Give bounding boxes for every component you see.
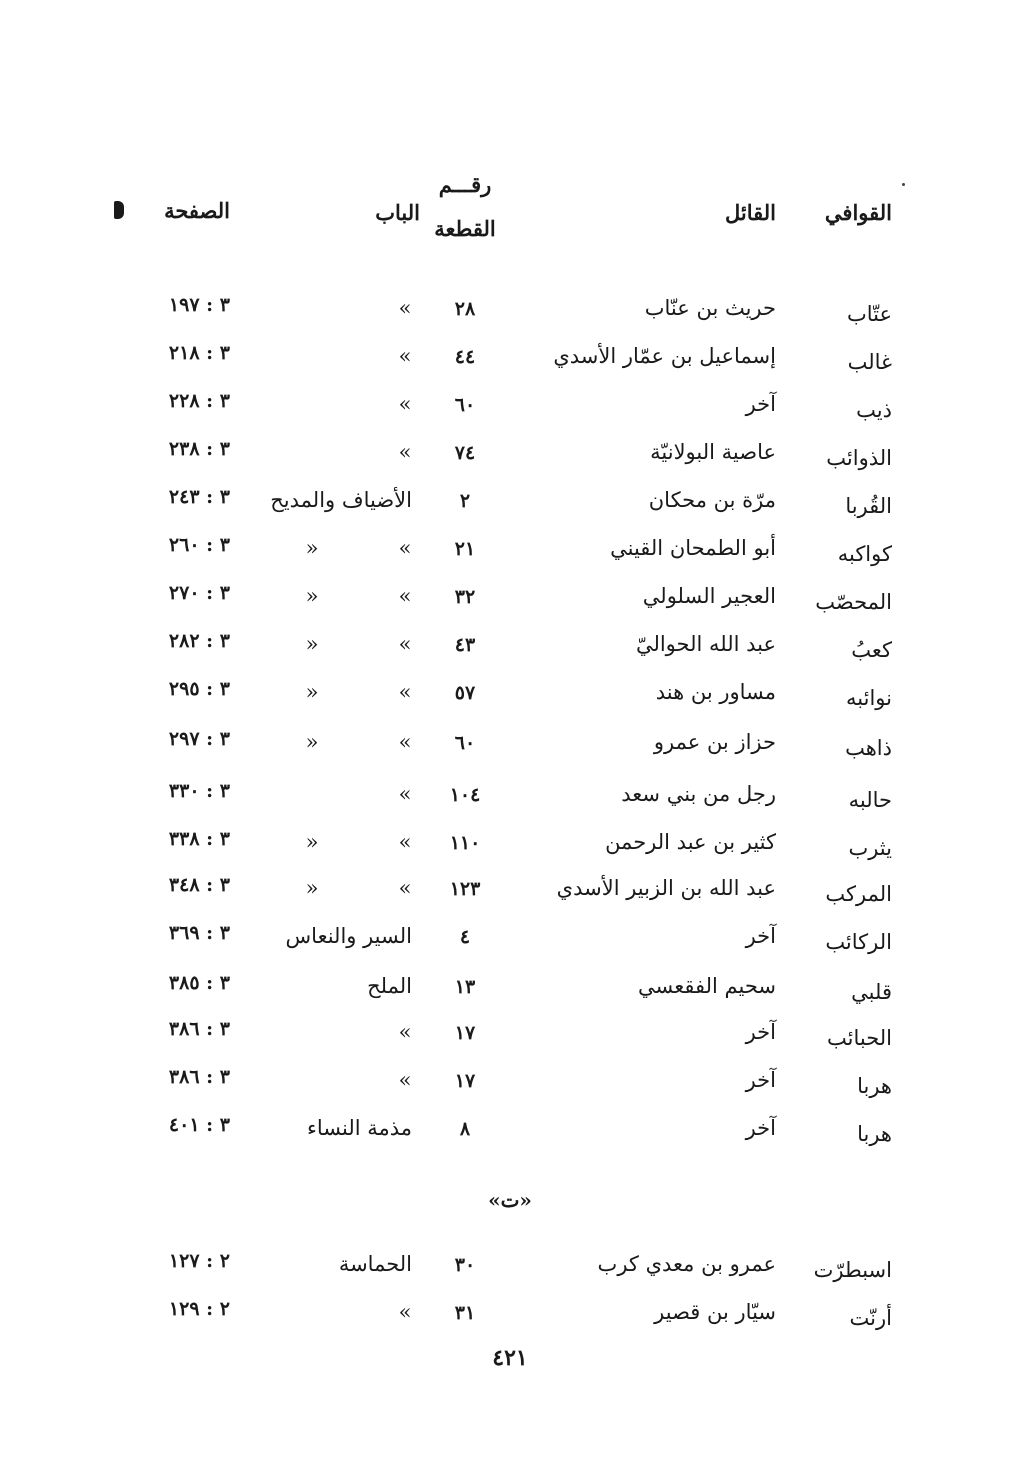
- piece-number: ٤٤: [454, 346, 476, 368]
- rhyme-cell: عتّاب: [846, 302, 892, 326]
- chapter-ditto: »: [305, 632, 319, 656]
- piece-number: ٦٠: [454, 732, 476, 754]
- rhyme-cell: غالب: [847, 350, 892, 374]
- poet-cell: آخر: [745, 1020, 776, 1044]
- page-ref: ٣ : ٣٦٩: [168, 922, 230, 944]
- header-page: الصفحة: [164, 198, 230, 223]
- chapter-ditto: »: [305, 536, 319, 560]
- piece-number: ٥٧: [454, 682, 476, 704]
- poet-cell: العجير السلولي: [642, 584, 776, 608]
- rhyme-cell: قلبي: [851, 980, 892, 1004]
- rhyme-cell: يثرب: [848, 836, 892, 860]
- page-ref: ٣ : ٣٣٨: [168, 828, 230, 850]
- page-ref: ٣ : ٢٢٨: [168, 390, 230, 412]
- poet-cell: عمرو بن معدي كرب: [597, 1252, 776, 1276]
- rhyme-cell: المحصّب: [815, 590, 892, 614]
- poet-cell: آخر: [745, 1068, 776, 1092]
- poet-cell: كثير بن عبد الرحمن: [605, 830, 776, 854]
- piece-number: ٣٠: [454, 1254, 476, 1276]
- page-ref: ٣ : ٢٣٨: [168, 438, 230, 460]
- page-ref: ٣ : ٣٨٥: [168, 972, 230, 994]
- section-title: «ت»: [488, 1188, 532, 1212]
- header-piece-bottom: القطعة: [434, 216, 496, 241]
- rhyme-cell: الذوائب: [826, 446, 892, 470]
- page-ref: ٣ : ٣٨٦: [168, 1066, 230, 1088]
- chapter-cell: »: [398, 536, 412, 560]
- page-ref: ٣ : ٢٩٧: [168, 728, 230, 750]
- poet-cell: آخر: [745, 392, 776, 416]
- rhyme-cell: ذاهب: [845, 736, 892, 760]
- poet-cell: آخر: [745, 924, 776, 948]
- piece-number: ٦٠: [454, 394, 476, 416]
- chapter-ditto: »: [305, 680, 319, 704]
- poet-cell: حزاز بن عمرو: [653, 730, 776, 754]
- piece-number: ٢: [459, 490, 471, 512]
- chapter-ditto: »: [305, 584, 319, 608]
- poet-cell: آخر: [745, 1116, 776, 1140]
- chapter-cell: »: [398, 440, 412, 464]
- poet-cell: عبد الله الحواليّ: [635, 632, 776, 656]
- piece-number: ١٣: [454, 976, 476, 998]
- piece-number: ٨: [459, 1118, 471, 1140]
- chapter-cell: »: [398, 584, 412, 608]
- chapter-cell: »: [398, 1068, 412, 1092]
- chapter-ditto: »: [305, 730, 319, 754]
- page-ref: ٣ : ٣٨٦: [168, 1018, 230, 1040]
- page-ref: ٣ : ٢٨٢: [168, 630, 230, 652]
- rhyme-cell: كواكبه: [837, 542, 892, 566]
- poet-cell: إسماعيل بن عمّار الأسدي: [553, 344, 776, 368]
- chapter-cell: »: [398, 392, 412, 416]
- poet-cell: رجل من بني سعد: [621, 782, 776, 806]
- piece-number: ٧٤: [454, 442, 476, 464]
- rhyme-cell: حالبه: [848, 788, 892, 812]
- header-rhyme: القوافي: [824, 200, 892, 225]
- chapter-cell: الحماسة: [338, 1252, 412, 1276]
- rhyme-cell: ذيب: [856, 398, 892, 422]
- poet-cell: حريث بن عنّاب: [644, 296, 776, 320]
- piece-number: ١١٠: [449, 832, 481, 854]
- chapter-cell: »: [398, 1300, 412, 1324]
- chapter-ditto: »: [305, 830, 319, 854]
- piece-number: ٢٨: [454, 298, 476, 320]
- chapter-cell: »: [398, 680, 412, 704]
- header-piece-top: رقـــم: [438, 172, 492, 197]
- page-number: ٤٢١: [492, 1345, 528, 1371]
- rhyme-cell: اسبطرّت: [813, 1258, 892, 1282]
- page-ref: ٣ : ٢٦٠: [168, 534, 230, 556]
- header-mark-glyph: [114, 201, 124, 219]
- page-ref: ٢ : ١٢٧: [168, 1250, 230, 1272]
- poet-cell: سحيم الفقعسي: [638, 974, 776, 998]
- chapter-ditto: »: [305, 876, 319, 900]
- chapter-cell: »: [398, 1020, 412, 1044]
- chapter-cell: السير والنعاس: [285, 924, 412, 948]
- rhyme-cell: كعبُ: [851, 638, 892, 662]
- piece-number: ١٠٤: [449, 784, 481, 806]
- chapter-cell: »: [398, 730, 412, 754]
- page-ref: ٣ : ٢٧٠: [168, 582, 230, 604]
- piece-number: ١٧: [454, 1022, 476, 1044]
- chapter-cell: »: [398, 830, 412, 854]
- page-ref: ٣ : ٣٣٠: [168, 780, 230, 802]
- page-ref: ٣ : ١٩٧: [168, 294, 230, 316]
- piece-number: ٣١: [454, 1302, 476, 1324]
- piece-number: ٤٣: [454, 634, 476, 656]
- poet-cell: أبو الطمحان القيني: [610, 536, 776, 560]
- page-ref: ٣ : ٢٩٥: [168, 678, 230, 700]
- page-ref: ٣ : ٤٠١: [168, 1114, 230, 1136]
- piece-number: ١٢٣: [449, 878, 481, 900]
- chapter-cell: الأضياف والمديح: [270, 488, 412, 512]
- rhyme-cell: هربا: [857, 1122, 892, 1146]
- chapter-cell: الملح: [367, 974, 412, 998]
- chapter-cell: »: [398, 632, 412, 656]
- chapter-cell: »: [398, 782, 412, 806]
- piece-number: ٣٢: [454, 586, 476, 608]
- page-ref: ٢ : ١٢٩: [168, 1298, 230, 1320]
- rhyme-cell: المركب: [825, 882, 892, 906]
- rhyme-cell: نوائبه: [846, 686, 892, 710]
- page-speck: [902, 183, 905, 186]
- piece-number: ٤: [459, 926, 471, 948]
- rhyme-cell: القُربا: [845, 494, 892, 518]
- chapter-cell: مذمة النساء: [306, 1116, 412, 1140]
- rhyme-cell: الركائب: [825, 930, 892, 954]
- page-ref: ٣ : ٢١٨: [168, 342, 230, 364]
- page-ref: ٣ : ٣٤٨: [168, 874, 230, 896]
- piece-number: ١٧: [454, 1070, 476, 1092]
- poet-cell: عاصية البولانيّة: [650, 440, 776, 464]
- poet-cell: عبد الله بن الزبير الأسدي: [556, 876, 776, 900]
- piece-number: ٢١: [454, 538, 476, 560]
- rhyme-cell: الحبائب: [827, 1026, 892, 1050]
- page-ref: ٣ : ٢٤٣: [168, 486, 230, 508]
- poet-cell: مرّة بن محكان: [648, 488, 776, 512]
- poet-cell: مساور بن هند: [655, 680, 776, 704]
- chapter-cell: »: [398, 296, 412, 320]
- chapter-cell: »: [398, 344, 412, 368]
- rhyme-cell: أرنّت: [849, 1306, 892, 1330]
- header-chapter: الباب: [375, 200, 420, 225]
- header-poet: القائل: [724, 200, 776, 225]
- chapter-cell: »: [398, 876, 412, 900]
- rhyme-cell: هربا: [857, 1074, 892, 1098]
- poet-cell: سيّار بن قصير: [654, 1300, 776, 1324]
